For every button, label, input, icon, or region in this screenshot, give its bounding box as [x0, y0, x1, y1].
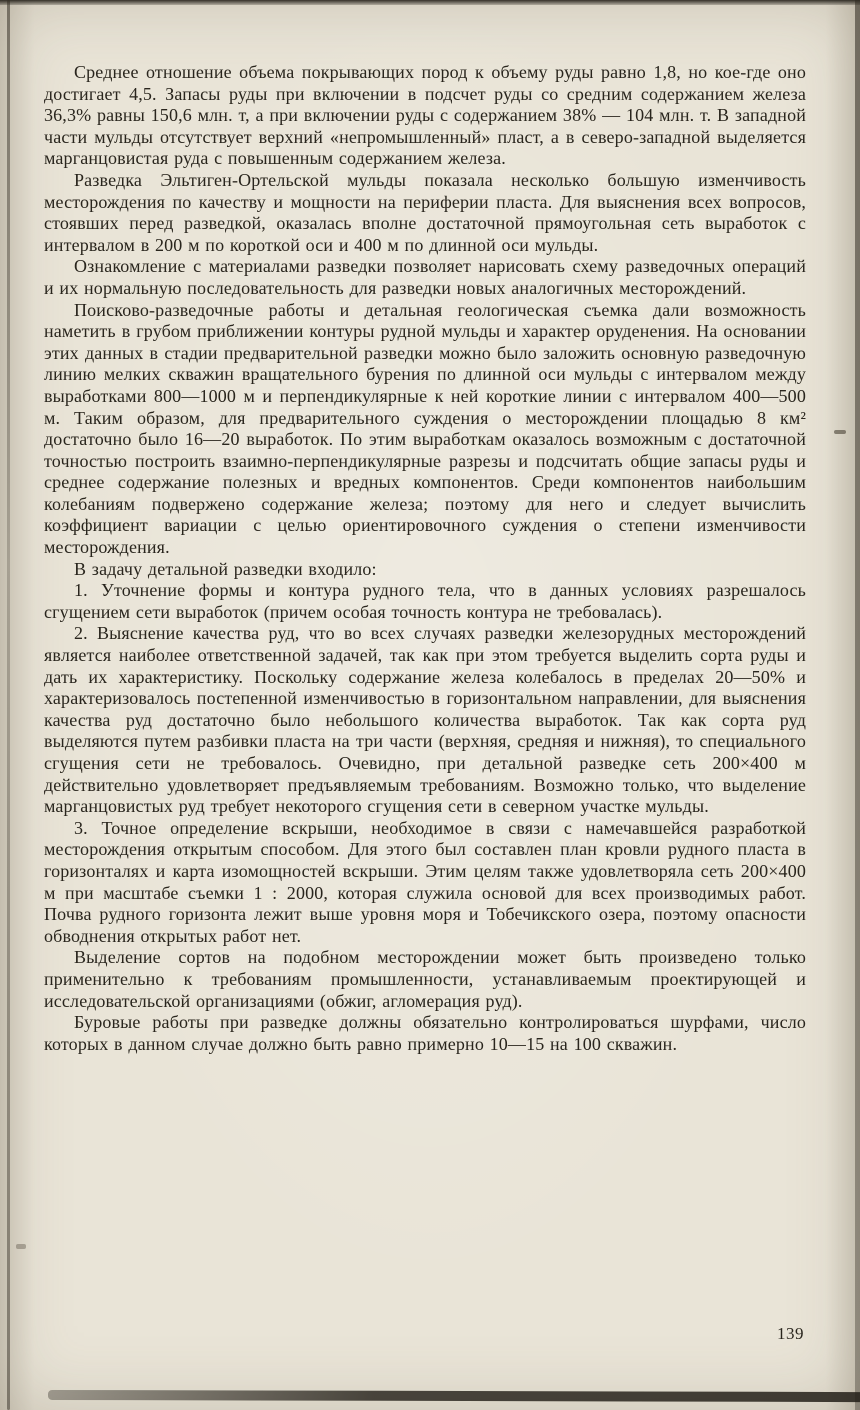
scan-artifact-left: [16, 1244, 26, 1249]
scan-edge-top: [0, 0, 860, 5]
paragraph-overburden-ratio: Среднее отношение объема покрывающих пород к объему руды равно 1,8, но кое-где оно достигает 4,5. Запасы руды при включении в подсчет руды со средним содержанием железа 36,3% равны 150,6 млн. т, а при включении руды с содержанием 38% — 104 млн. т. В западной части мульды отсутствует верхний «непромышленный» пласт, а в северо-западной выделяется марганцовистая руда с повышенным содержанием железа.: [44, 62, 806, 169]
paragraph-task-1-contour: 1. Уточнение формы и контура рудного тела, что в данных условиях разрешалось сгущением сети выработок (причем особая точность контура не требовалась).: [44, 580, 806, 622]
page-number: 139: [777, 1324, 804, 1343]
scan-edge-bottom: [48, 1390, 860, 1402]
scan-edge-right: [855, 0, 860, 1410]
paragraph-detailed-exploration-tasks: В задачу детальной разведки входило:: [74, 558, 377, 579]
scan-edge-left: [7, 0, 10, 1410]
paragraph-eltigen-ortel-exploration: Разведка Эльтиген-Ортельской мульды показала несколько большую изменчивость месторождения по качеству и мощности на периферии пласта. Для выяснения всех вопросов, стоявших перед разведкой, оказалась вполне достаточной прямоугольная сеть выработок с интервалом в 200 м по короткой оси и 400 м по длинной оси мульды.: [44, 169, 806, 255]
paragraph-ore-sorting: Выделение сортов на подобном месторождении может быть произведено только применительно к требованиям промышленности, устанавливаемым проектирующей и исследовательской организациями (обжиг, агломерация руд).: [44, 947, 806, 1011]
paragraph-task-2-ore-quality: 2. Выяснение качества руд, что во всех случаях разведки железорудных месторождений является наиболее ответственной задачей, так как при этом требуется выделить сорта руды и дать их характеристику. Поскольку содержание железа колебалось в пределах 20—50% и характеризовалось постепенной изменчивостью в горизонтальном направлении, для выяснения качества руд достаточно было небольшого количества выработок. Так как сорта руд выделяются путем разбивки пласта на три части (верхняя, средняя и нижняя), то специального сгущения сети не требовалось. Очевидно, при детальной разведке сеть 200×400 м действительно удовлетворяет предъявляемым требованиям. Возможно только, что выделение марганцовистых руд требует некоторого сгущения сети в северном участке мульды.: [44, 623, 806, 817]
paragraph-drilling-control: Буровые работы при разведке должны обязательно контролироваться шурфами, число которых в данном случае должно быть равно примерно 10—15 на 100 скважин.: [44, 1012, 806, 1054]
paragraph-exploration-scheme: Ознакомление с материалами разведки позволяет нарисовать схему разведочных операций и их нормальную последовательность для разведки новых аналогичных месторождений.: [44, 256, 806, 298]
scan-artifact-right: [834, 430, 846, 434]
paragraph-task-3-overburden: 3. Точное определение вскрыши, необходимое в связи с намечавшейся разработкой месторождения открытым способом. Для этого был составлен план кровли рудного пласта в горизонталях и карта изомощностей вскрыши. Этим целям также удовлетворяла сеть 200×400 м при масштабе съемки 1 : 2000, которая служила основой для всех производимых работ. Почва рудного горизонта лежит выше уровня моря и Тобечикского озера, поэтому опасности обводнения открытых работ нет.: [44, 817, 806, 946]
paragraph-preliminary-exploration: Поисково-разведочные работы и детальная геологическая съемка дали возможность наметить в грубом приближении контуры рудной мульды и характер оруденения. На основании этих данных в стадии предварительной разведки можно было заложить основную разведочную линию мелких скважин вращательного бурения по длинной оси мульды с интервалом между выработками 800—1000 м и перпендикулярные к ней короткие линии с интервалом 400—500 м. Таким образом, для предварительного суждения о месторождении площадью 8 км² достаточно было 16—20 выработок. По этим выработкам оказалось возможным с достаточной точностью построить взаимно-перпендикулярные разрезы и подсчитать общие запасы руды и среднее содержание полезных и вредных компонентов. Среди компонентов наибольшим колебаниям подвержено содержание железа; поэтому для него и следует вычислить коэффициент вариации с целью ориентировочного суждения о степени изменчивости месторождения.: [44, 299, 806, 558]
text-block: [44, 62, 806, 1055]
